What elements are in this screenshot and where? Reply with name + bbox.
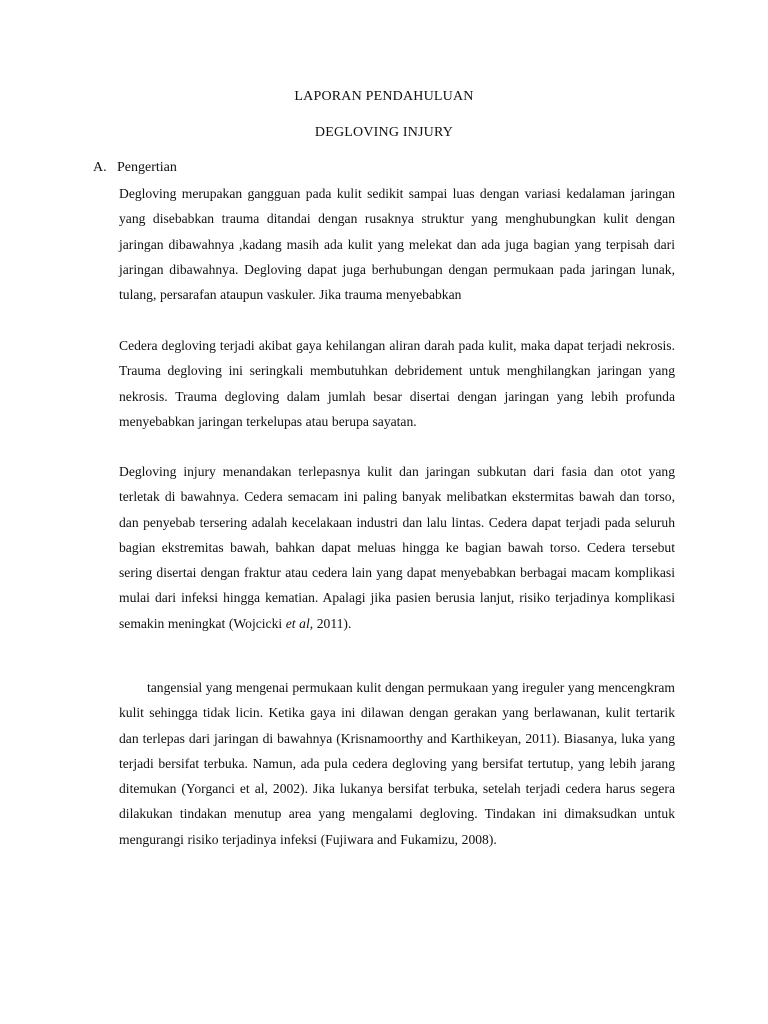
paragraph-cedera: Cedera degloving terjadi akibat gaya kehilangan aliran darah pada kulit, maka dapat terjadi nekrosis. Trauma degloving ini seringkali membutuhkan debridement untuk menghilangkan jaringan yang nekrosis. Trauma degloving dalam jumlah besar disertai dengan jaringan yang lebih profunda menyebabkan jaringan terkelupas atau berupa sayatan. xyxy=(119,338,675,429)
document-subtitle: DEGLOVING INJURY xyxy=(314,125,454,140)
paragraph-definition: Degloving merupakan gangguan pada kulit sedikit sampai luas dengan variasi kedalaman jaringan yang disebabkan trauma ditandai dengan rusaknya struktur yang menghubungkan kulit dengan jaringan dibawahnya ,kadang masih ada kulit yang melekat dan ada juga bagian yang terpisah dari jaringan dibawahnya. Degloving dapat juga berhubungan dengan permukaan pada jaringan lunak, tulang, persarafan ataupun vaskuler. Jika trauma menyebabkan xyxy=(119,186,675,303)
section-title: Pengertian xyxy=(117,160,177,175)
paragraph-degloving-injury-text: Degloving injury menandakan terlepasnya kulit dan jaringan subkutan dari fasia dan otot yang terletak di bawahnya. Cedera semacam ini paling banyak melibatkan ekstermitas bawah dan torso, dan penyebab tersering adalah kecelakaan industri dan lalu lintas. Cedera dapat terjadi pada seluruh bagian ekstremitas bawah, bahkan dapat meluas hingga ke bagian bawah torso. Cedera tersebut sering disertai dengan fraktur atau cedera lain yang dapat menyebabkan berbagai macam komplikasi mulai dari infeksi hingga kematian. Apalagi jika pasien berusia lanjut, risiko terjadinya komplikasi semakin meningkat (Wojcicki xyxy=(119,464,675,631)
paragraph-tangensial: tangensial yang mengenai permukaan kulit dengan permukaan yang ireguler yang mencengkram kulit sehingga tidak licin. Ketika gaya ini dilawan dengan gerakan yang berlawanan, kulit tertarik dan terlepas dari jaringan di bawahnya (Krisnamoorthy and Karthikeyan, 2011). Biasanya, luka yang terjadi bersifat terbuka. Namun, ada pula cedera degloving yang bersifat tertutup, yang lebih jarang ditemukan (Yorganci et al, 2002). Jika lukanya bersifat terbuka, setelah terjadi cedera harus segera dilakukan tindakan menutup area yang mengalami degloving. Tindakan ini dimaksudkan untuk mengurangi risiko terjadinya infeksi (Fujiwara and Fukamizu, 2008). xyxy=(119,680,675,847)
citation-et-al: et al xyxy=(285,615,310,631)
section-number: A. xyxy=(93,160,107,175)
section-heading xyxy=(93,160,177,176)
citation-year: , 2011). xyxy=(309,615,352,631)
document-title: LAPORAN PENDAHULUAN xyxy=(294,89,474,104)
paragraph-degloving-injury xyxy=(119,459,675,636)
